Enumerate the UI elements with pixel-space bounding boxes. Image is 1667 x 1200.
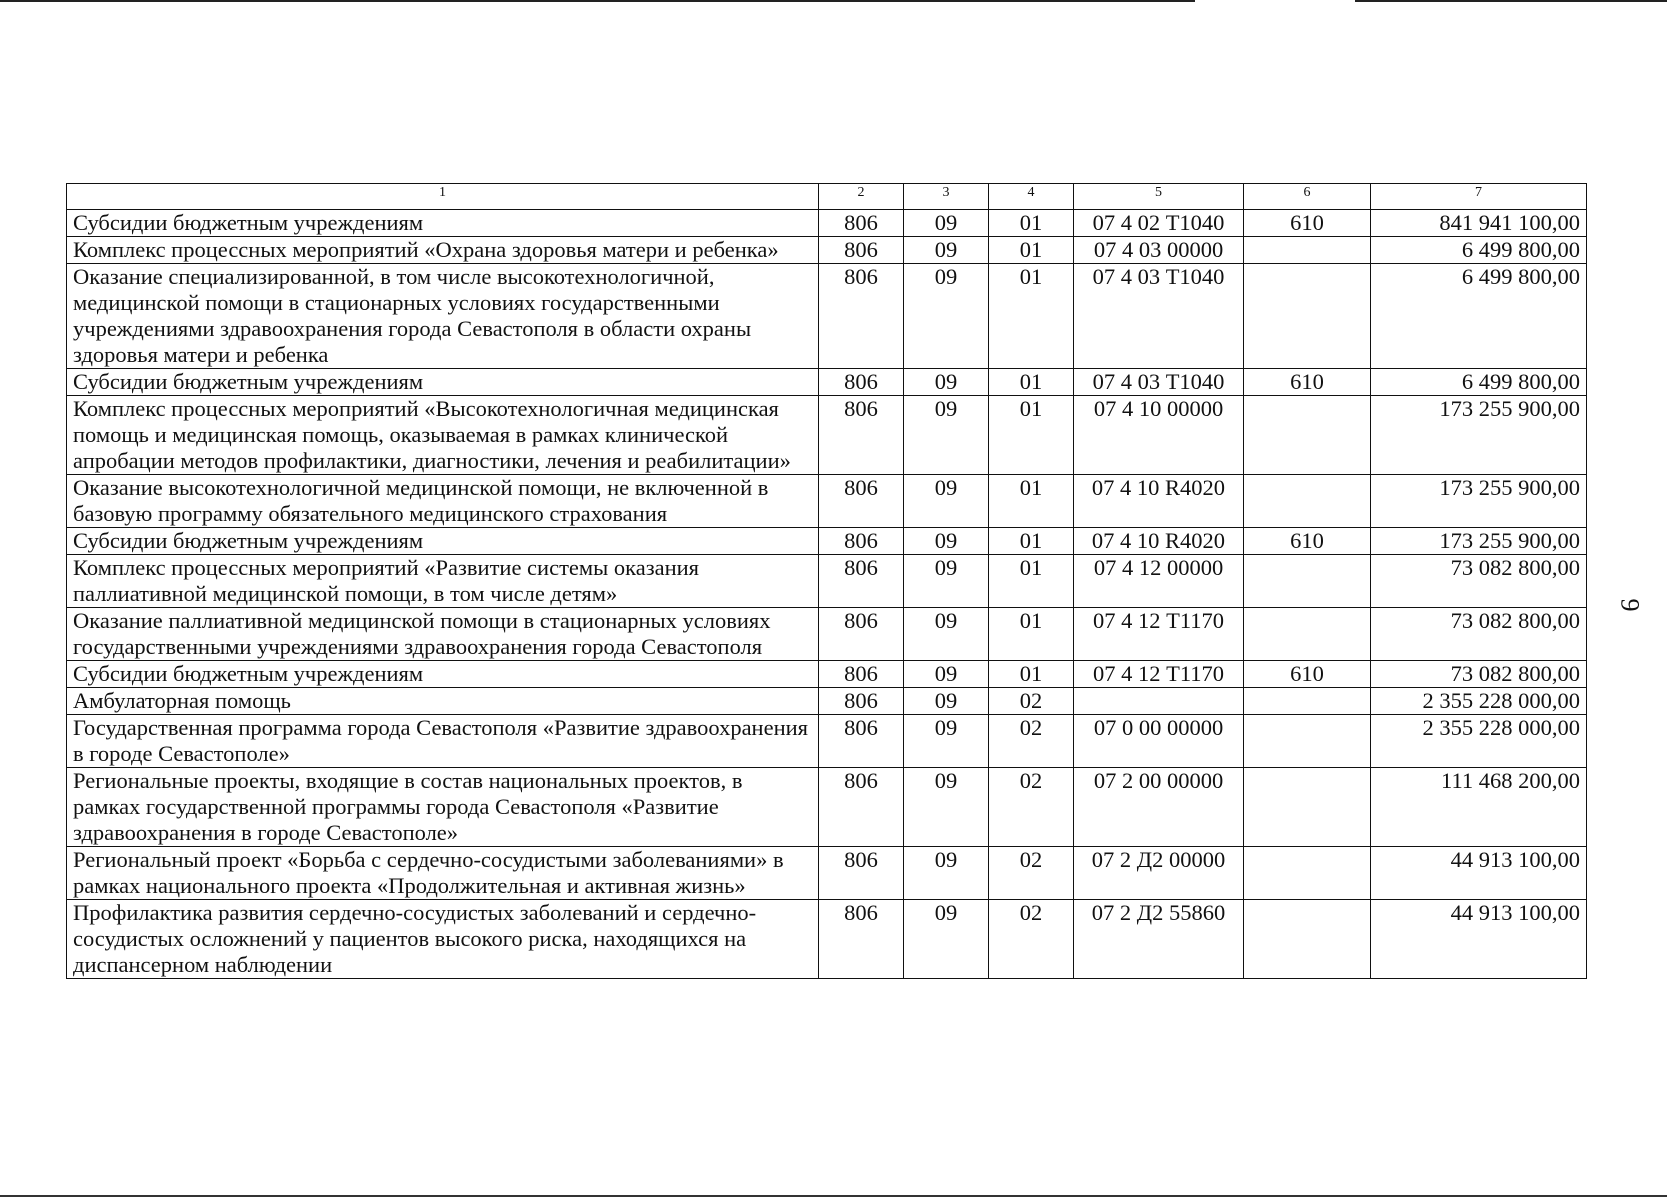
budget-table <box>66 183 1587 979</box>
row-expense-type <box>1244 555 1371 608</box>
row-section: 09 <box>904 608 989 661</box>
row-subsection: 01 <box>989 608 1074 661</box>
row-name: Субсидии бюджетным учреждениям <box>67 528 819 555</box>
page-number: 9 <box>1615 598 1645 612</box>
row-section: 09 <box>904 264 989 369</box>
row-expense-type: 610 <box>1244 210 1371 237</box>
row-amount: 2 355 228 000,00 <box>1371 688 1587 715</box>
row-name: Оказание паллиативной медицинской помощи в стационарных условиях государственными учреждениями здравоохранения города Севастополя <box>67 608 819 661</box>
row-name: Субсидии бюджетным учреждениям <box>67 661 819 688</box>
row-section: 09 <box>904 237 989 264</box>
row-name: Комплекс процессных мероприятий «Высокотехнологичная медицинская помощь и медицинская помощь, оказываемая в рамках клинической апробации методов профилактики, диагностики, лечения и реабилитации» <box>67 396 819 475</box>
row-target-code: 07 0 00 00000 <box>1074 715 1244 768</box>
row-amount: 2 355 228 000,00 <box>1371 715 1587 768</box>
row-expense-type <box>1244 396 1371 475</box>
row-section: 09 <box>904 528 989 555</box>
table-row <box>67 608 1587 661</box>
header-col-2: 2 <box>819 184 904 210</box>
row-expense-type <box>1244 768 1371 847</box>
row-ministry-code: 806 <box>819 237 904 264</box>
table-row <box>67 900 1587 979</box>
header-col-5: 5 <box>1074 184 1244 210</box>
row-amount: 841 941 100,00 <box>1371 210 1587 237</box>
row-expense-type: 610 <box>1244 369 1371 396</box>
row-ministry-code: 806 <box>819 369 904 396</box>
row-expense-type <box>1244 237 1371 264</box>
row-amount: 6 499 800,00 <box>1371 369 1587 396</box>
row-section: 09 <box>904 900 989 979</box>
row-subsection: 01 <box>989 475 1074 528</box>
row-target-code: 07 4 03 00000 <box>1074 237 1244 264</box>
header-col-4: 4 <box>989 184 1074 210</box>
table-row <box>67 264 1587 369</box>
row-subsection: 01 <box>989 210 1074 237</box>
row-amount: 173 255 900,00 <box>1371 528 1587 555</box>
row-section: 09 <box>904 688 989 715</box>
row-amount: 111 468 200,00 <box>1371 768 1587 847</box>
row-subsection: 01 <box>989 264 1074 369</box>
row-name: Субсидии бюджетным учреждениям <box>67 369 819 396</box>
row-target-code: 07 4 03 Т1040 <box>1074 264 1244 369</box>
row-name: Региональный проект «Борьба с сердечно-сосудистыми заболеваниями» в рамках национального проекта «Продолжительная и активная жизнь» <box>67 847 819 900</box>
table-row <box>67 237 1587 264</box>
row-ministry-code: 806 <box>819 608 904 661</box>
row-expense-type <box>1244 900 1371 979</box>
row-target-code: 07 4 02 Т1040 <box>1074 210 1244 237</box>
row-name: Комплекс процессных мероприятий «Охрана здоровья матери и ребенка» <box>67 237 819 264</box>
row-target-code <box>1074 688 1244 715</box>
row-subsection: 01 <box>989 661 1074 688</box>
row-subsection: 02 <box>989 688 1074 715</box>
row-target-code: 07 4 10 00000 <box>1074 396 1244 475</box>
row-target-code: 07 4 10 R4020 <box>1074 475 1244 528</box>
row-ministry-code: 806 <box>819 688 904 715</box>
table-row <box>67 528 1587 555</box>
row-target-code: 07 2 00 00000 <box>1074 768 1244 847</box>
header-col-3: 3 <box>904 184 989 210</box>
row-target-code: 07 4 10 R4020 <box>1074 528 1244 555</box>
row-subsection: 02 <box>989 900 1074 979</box>
row-ministry-code: 806 <box>819 396 904 475</box>
row-amount: 44 913 100,00 <box>1371 847 1587 900</box>
row-ministry-code: 806 <box>819 661 904 688</box>
row-subsection: 01 <box>989 528 1074 555</box>
row-ministry-code: 806 <box>819 847 904 900</box>
table-row <box>67 715 1587 768</box>
scan-edge-top <box>0 0 1667 2</box>
row-subsection: 01 <box>989 237 1074 264</box>
row-expense-type <box>1244 475 1371 528</box>
table-row <box>67 369 1587 396</box>
row-section: 09 <box>904 768 989 847</box>
row-ministry-code: 806 <box>819 900 904 979</box>
row-target-code: 07 4 03 Т1040 <box>1074 369 1244 396</box>
header-col-6: 6 <box>1244 184 1371 210</box>
row-target-code: 07 4 12 00000 <box>1074 555 1244 608</box>
row-name: Оказание специализированной, в том числе высокотехнологичной, медицинской помощи в стационарных условиях государственными учреждениями здравоохранения города Севастополя в области охраны здоровья матери и ребенка <box>67 264 819 369</box>
row-expense-type <box>1244 688 1371 715</box>
row-name: Субсидии бюджетным учреждениям <box>67 210 819 237</box>
row-name: Профилактика развития сердечно-сосудистых заболеваний и сердечно-сосудистых осложнений у пациентов высокого риска, находящихся на диспансерном наблюдении <box>67 900 819 979</box>
table-row <box>67 396 1587 475</box>
table-row <box>67 475 1587 528</box>
row-amount: 44 913 100,00 <box>1371 900 1587 979</box>
header-col-1: 1 <box>67 184 819 210</box>
row-expense-type <box>1244 847 1371 900</box>
row-amount: 173 255 900,00 <box>1371 396 1587 475</box>
row-subsection: 01 <box>989 396 1074 475</box>
table-row <box>67 210 1587 237</box>
row-section: 09 <box>904 210 989 237</box>
row-target-code: 07 2 Д2 00000 <box>1074 847 1244 900</box>
table-row <box>67 688 1587 715</box>
scan-edge-gap <box>1195 0 1355 3</box>
row-subsection: 02 <box>989 768 1074 847</box>
table-row <box>67 768 1587 847</box>
row-ministry-code: 806 <box>819 264 904 369</box>
row-subsection: 02 <box>989 847 1074 900</box>
row-amount: 73 082 800,00 <box>1371 608 1587 661</box>
row-target-code: 07 4 12 Т1170 <box>1074 661 1244 688</box>
row-section: 09 <box>904 369 989 396</box>
row-amount: 73 082 800,00 <box>1371 555 1587 608</box>
row-subsection: 01 <box>989 369 1074 396</box>
row-amount: 6 499 800,00 <box>1371 264 1587 369</box>
row-target-code: 07 4 12 Т1170 <box>1074 608 1244 661</box>
row-section: 09 <box>904 715 989 768</box>
row-name: Государственная программа города Севастополя «Развитие здравоохранения в городе Севастополе» <box>67 715 819 768</box>
table-row <box>67 661 1587 688</box>
table-row <box>67 847 1587 900</box>
row-name: Амбулаторная помощь <box>67 688 819 715</box>
row-name: Региональные проекты, входящие в состав национальных проектов, в рамках государственной программы города Севастополя «Развитие здравоохранения в городе Севастополе» <box>67 768 819 847</box>
header-row <box>67 184 1587 210</box>
row-name: Оказание высокотехнологичной медицинской помощи, не включенной в базовую программу обязательного медицинского страхования <box>67 475 819 528</box>
row-ministry-code: 806 <box>819 475 904 528</box>
row-ministry-code: 806 <box>819 768 904 847</box>
row-section: 09 <box>904 555 989 608</box>
row-ministry-code: 806 <box>819 555 904 608</box>
row-ministry-code: 806 <box>819 715 904 768</box>
header-col-7: 7 <box>1371 184 1587 210</box>
row-amount: 73 082 800,00 <box>1371 661 1587 688</box>
row-ministry-code: 806 <box>819 528 904 555</box>
row-subsection: 01 <box>989 555 1074 608</box>
row-ministry-code: 806 <box>819 210 904 237</box>
row-name: Комплекс процессных мероприятий «Развитие системы оказания паллиативной медицинской помощи, в том числе детям» <box>67 555 819 608</box>
row-subsection: 02 <box>989 715 1074 768</box>
row-expense-type: 610 <box>1244 661 1371 688</box>
row-target-code: 07 2 Д2 55860 <box>1074 900 1244 979</box>
row-expense-type <box>1244 715 1371 768</box>
table-row <box>67 555 1587 608</box>
row-expense-type <box>1244 264 1371 369</box>
row-section: 09 <box>904 847 989 900</box>
row-section: 09 <box>904 475 989 528</box>
row-expense-type: 610 <box>1244 528 1371 555</box>
scan-edge-bottom <box>0 1195 1667 1197</box>
row-section: 09 <box>904 661 989 688</box>
row-amount: 173 255 900,00 <box>1371 475 1587 528</box>
row-amount: 6 499 800,00 <box>1371 237 1587 264</box>
row-expense-type <box>1244 608 1371 661</box>
row-section: 09 <box>904 396 989 475</box>
